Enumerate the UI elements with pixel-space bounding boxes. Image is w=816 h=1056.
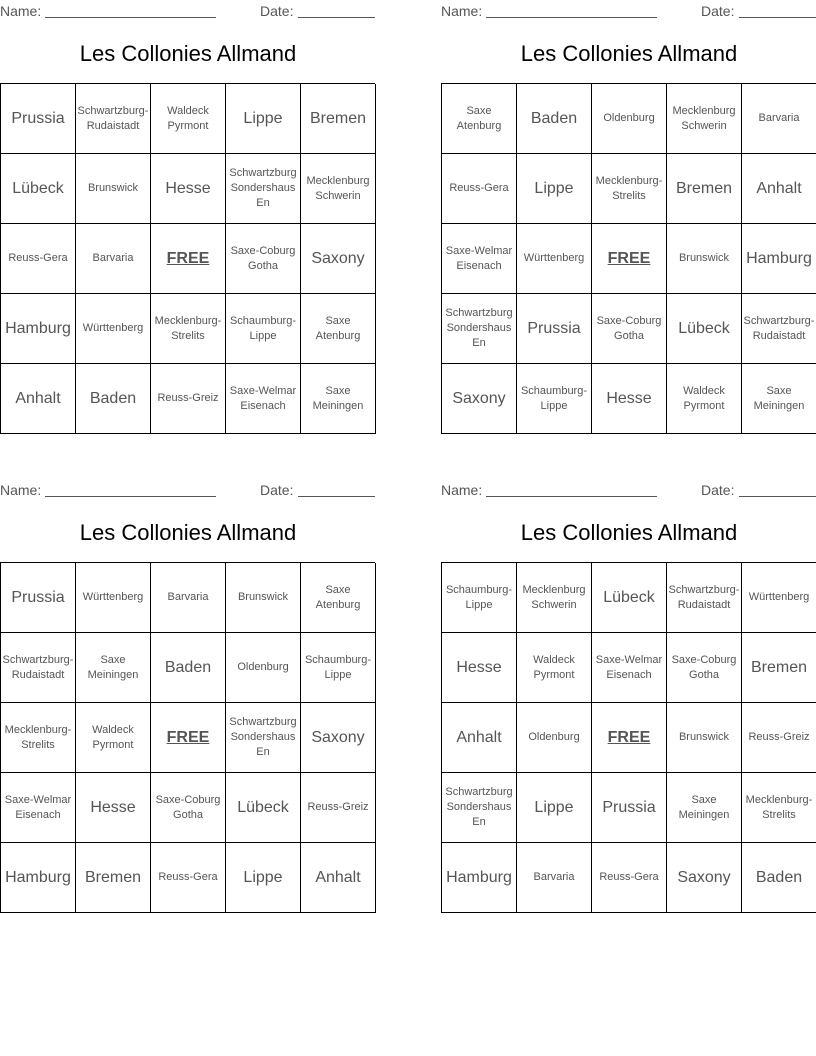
bingo-cell: Lübeck (226, 773, 301, 843)
name-line (45, 496, 216, 497)
bingo-card-4 (441, 479, 816, 919)
name-line (45, 17, 216, 18)
bingo-card-3 (0, 479, 376, 919)
date-line (298, 496, 375, 497)
bingo-cell: Saxe Meiningen (667, 773, 742, 843)
bingo-cell: Reuss-Gera (592, 843, 667, 913)
bingo-cell: Baden (742, 843, 816, 913)
bingo-cell: Schwartzburg-Rudaistadt (667, 563, 742, 633)
bingo-cell: Württenberg (76, 294, 151, 364)
date-line (739, 496, 816, 497)
bingo-cell: Mecklenburg-Strelits (742, 773, 816, 843)
bingo-cell: Brunswick (226, 563, 301, 633)
name-label: Name: (441, 3, 483, 19)
bingo-cell: Bremen (76, 843, 151, 913)
bingo-cell: Saxe Atenburg (301, 563, 376, 633)
bingo-cell: Reuss-Greiz (151, 364, 226, 434)
bingo-cell: Hamburg (742, 224, 816, 294)
name-label: Name: (441, 482, 483, 498)
bingo-cell: Bremen (301, 84, 376, 154)
bingo-cell: Schaumburg-Lippe (301, 633, 376, 703)
bingo-cell: Bremen (742, 633, 816, 703)
date-label: Date: (701, 482, 735, 498)
bingo-cell: Schwartzburg Sondershaus En (226, 154, 301, 224)
bingo-cell: Saxe Atenburg (442, 84, 517, 154)
free-space-cell: FREE (592, 703, 667, 773)
bingo-cell: Bremen (667, 154, 742, 224)
bingo-cell: Mecklenburg Schwerin (517, 563, 592, 633)
bingo-cell: Anhalt (742, 154, 816, 224)
bingo-cell: Saxe Atenburg (301, 294, 376, 364)
bingo-cell: Barvaria (742, 84, 816, 154)
card-title: Les Collonies Allmand (79, 41, 297, 66)
bingo-cell: Mecklenburg-Strelits (151, 294, 226, 364)
bingo-cell: Hamburg (1, 294, 76, 364)
bingo-cell: Anhalt (301, 843, 376, 913)
bingo-cell: Oldenburg (226, 633, 301, 703)
bingo-cell: Mecklenburg Schwerin (301, 154, 376, 224)
bingo-cell: Mecklenburg Schwerin (667, 84, 742, 154)
name-label: Name: (0, 482, 42, 498)
bingo-cell: Schwartzburg Sondershaus En (442, 773, 517, 843)
bingo-cell: Württenberg (742, 563, 816, 633)
bingo-cell: Saxe-Welmar Eisenach (226, 364, 301, 434)
bingo-card-1 (0, 0, 376, 440)
card-header (441, 2, 816, 20)
bingo-cell: Barvaria (76, 224, 151, 294)
bingo-cell: Schwartzburg-Rudaistadt (76, 84, 151, 154)
date-line (739, 17, 816, 18)
card-header (0, 2, 376, 20)
bingo-cell: Barvaria (151, 563, 226, 633)
date-label: Date: (260, 482, 294, 498)
bingo-cell: Mecklenburg-Strelits (1, 703, 76, 773)
bingo-cell: Oldenburg (517, 703, 592, 773)
bingo-cell: Lübeck (592, 563, 667, 633)
bingo-cell: Saxe-Coburg Gotha (592, 294, 667, 364)
name-label: Name: (0, 3, 42, 19)
bingo-cell: Schwartzburg-Rudaistadt (1, 633, 76, 703)
bingo-cell: Prussia (1, 84, 76, 154)
bingo-cell: Baden (517, 84, 592, 154)
bingo-cell: Saxony (301, 703, 376, 773)
bingo-grid (441, 83, 816, 434)
bingo-grid (0, 83, 375, 434)
date-label: Date: (260, 3, 294, 19)
bingo-cell: Reuss-Gera (1, 224, 76, 294)
bingo-cell: Waldeck Pyrmont (151, 84, 226, 154)
bingo-cell: Schaumburg-Lippe (517, 364, 592, 434)
card-header (0, 481, 376, 499)
bingo-cell: Prussia (1, 563, 76, 633)
date-line (298, 17, 375, 18)
bingo-cell: Mecklenburg-Strelits (592, 154, 667, 224)
bingo-grid (0, 562, 375, 913)
card-title: Les Collonies Allmand (520, 41, 738, 66)
bingo-cell: Schaumburg-Lippe (442, 563, 517, 633)
bingo-cell: Lippe (226, 84, 301, 154)
bingo-cell: Lippe (517, 773, 592, 843)
card-title: Les Collonies Allmand (520, 520, 738, 545)
bingo-cell: Saxe-Welmar Eisenach (442, 224, 517, 294)
bingo-cell: Oldenburg (592, 84, 667, 154)
bingo-cell: Saxe-Coburg Gotha (151, 773, 226, 843)
date-label: Date: (701, 3, 735, 19)
bingo-cell: Saxony (301, 224, 376, 294)
card-title: Les Collonies Allmand (79, 520, 297, 545)
bingo-cell: Brunswick (667, 224, 742, 294)
bingo-cell: Württenberg (517, 224, 592, 294)
name-line (486, 496, 657, 497)
bingo-cell: Saxe Meiningen (76, 633, 151, 703)
bingo-cell: Reuss-Greiz (301, 773, 376, 843)
bingo-cell: Saxe-Coburg Gotha (667, 633, 742, 703)
bingo-cell: Barvaria (517, 843, 592, 913)
name-line (486, 17, 657, 18)
free-space-cell: FREE (151, 703, 226, 773)
bingo-cell: Hesse (442, 633, 517, 703)
bingo-cell: Prussia (592, 773, 667, 843)
bingo-cell: Schaumburg-Lippe (226, 294, 301, 364)
bingo-cell: Hesse (592, 364, 667, 434)
bingo-cell: Hesse (151, 154, 226, 224)
bingo-cell: Lübeck (667, 294, 742, 364)
bingo-cell: Baden (76, 364, 151, 434)
card-header (441, 481, 816, 499)
bingo-cell: Saxe Meiningen (301, 364, 376, 434)
free-space-cell: FREE (592, 224, 667, 294)
bingo-cell: Brunswick (667, 703, 742, 773)
bingo-cell: Saxe-Coburg Gotha (226, 224, 301, 294)
bingo-cell: Saxony (667, 843, 742, 913)
bingo-grid (441, 562, 816, 913)
free-space-cell: FREE (151, 224, 226, 294)
bingo-cell: Waldeck Pyrmont (517, 633, 592, 703)
bingo-cell: Saxe Meiningen (742, 364, 816, 434)
bingo-cell: Baden (151, 633, 226, 703)
bingo-cell: Reuss-Gera (151, 843, 226, 913)
bingo-cell: Hamburg (442, 843, 517, 913)
bingo-cell: Lippe (226, 843, 301, 913)
bingo-cell: Brunswick (76, 154, 151, 224)
bingo-cell: Anhalt (1, 364, 76, 434)
bingo-cell: Reuss-Gera (442, 154, 517, 224)
bingo-cell: Lübeck (1, 154, 76, 224)
bingo-cell: Lippe (517, 154, 592, 224)
bingo-cell: Hamburg (1, 843, 76, 913)
bingo-cell: Schwartzburg Sondershaus En (226, 703, 301, 773)
bingo-cell: Schwartzburg-Rudaistadt (742, 294, 816, 364)
bingo-cell: Waldeck Pyrmont (667, 364, 742, 434)
bingo-cell: Württenberg (76, 563, 151, 633)
bingo-cell: Saxony (442, 364, 517, 434)
bingo-cell: Prussia (517, 294, 592, 364)
bingo-cell: Saxe-Welmar Eisenach (592, 633, 667, 703)
bingo-cell: Reuss-Greiz (742, 703, 816, 773)
bingo-card-2 (441, 0, 816, 440)
bingo-cell: Hesse (76, 773, 151, 843)
bingo-cell: Anhalt (442, 703, 517, 773)
bingo-cell: Schwartzburg Sondershaus En (442, 294, 517, 364)
bingo-cell: Saxe-Welmar Eisenach (1, 773, 76, 843)
bingo-cell: Waldeck Pyrmont (76, 703, 151, 773)
